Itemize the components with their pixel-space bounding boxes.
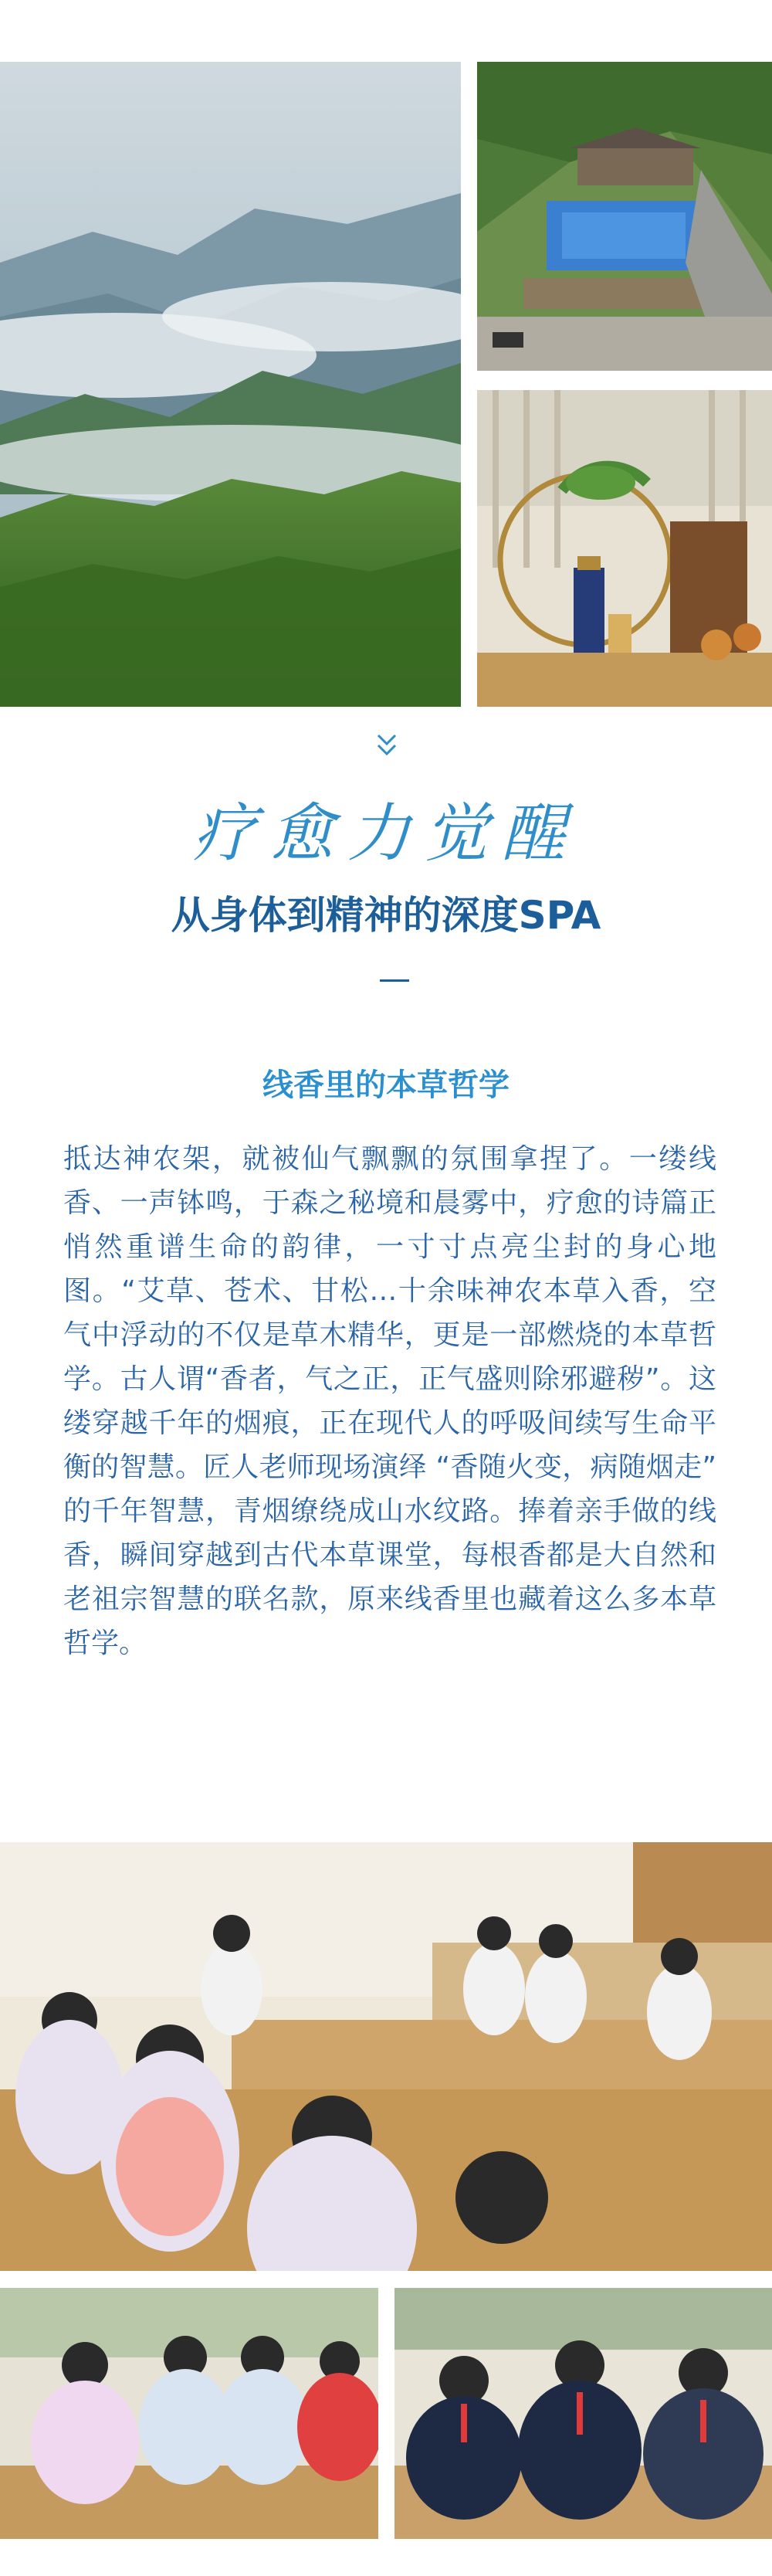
venue-aerial-photo bbox=[477, 62, 772, 371]
section-title: 线香里的本草哲学 bbox=[262, 1067, 510, 1103]
mountain-mist-photo bbox=[0, 62, 461, 707]
workshop-men-photo bbox=[394, 2288, 772, 2539]
double-chevron-down-icon bbox=[377, 732, 397, 759]
workshop-participants-photo bbox=[0, 2288, 378, 2539]
incense-workshop-photo bbox=[0, 1842, 772, 2271]
section-body: 抵达神农架，就被仙气飘飘的氛围拿捏了。一缕线香、一声钵鸣，于森之秘境和晨雾中，疗愈的诗篇正悄然重谱生命的韵律，一寸寸点亮尘封的身心地图。“艾草、苍术、甘松…十余味神农本草入香，空气中浮动的不仅是草木精华，更是一部燃烧的本草哲学。古人谓“香者，气之正，正气盛则除邪避秽”。这缕穿越千年的烟痕，正在现代人的呼吸间续写生命平衡的智慧。匠人老师现场演绎 “香随火变，病随烟走” 的千年智慧，青烟缭绕成山水纹路。捧着亲手做的线香，瞬间穿越到古代本草课堂，每根香都是大自然和老祖宗智慧的联名款，原来线香里也藏着这么多本草哲学。 bbox=[63, 1143, 716, 1659]
page-subtitle: 从身体到精神的深度SPA bbox=[171, 893, 601, 938]
tea-table-photo bbox=[477, 390, 772, 707]
calligraphy-title: 疗愈力觉醒 bbox=[193, 797, 579, 871]
title-divider bbox=[380, 979, 409, 982]
